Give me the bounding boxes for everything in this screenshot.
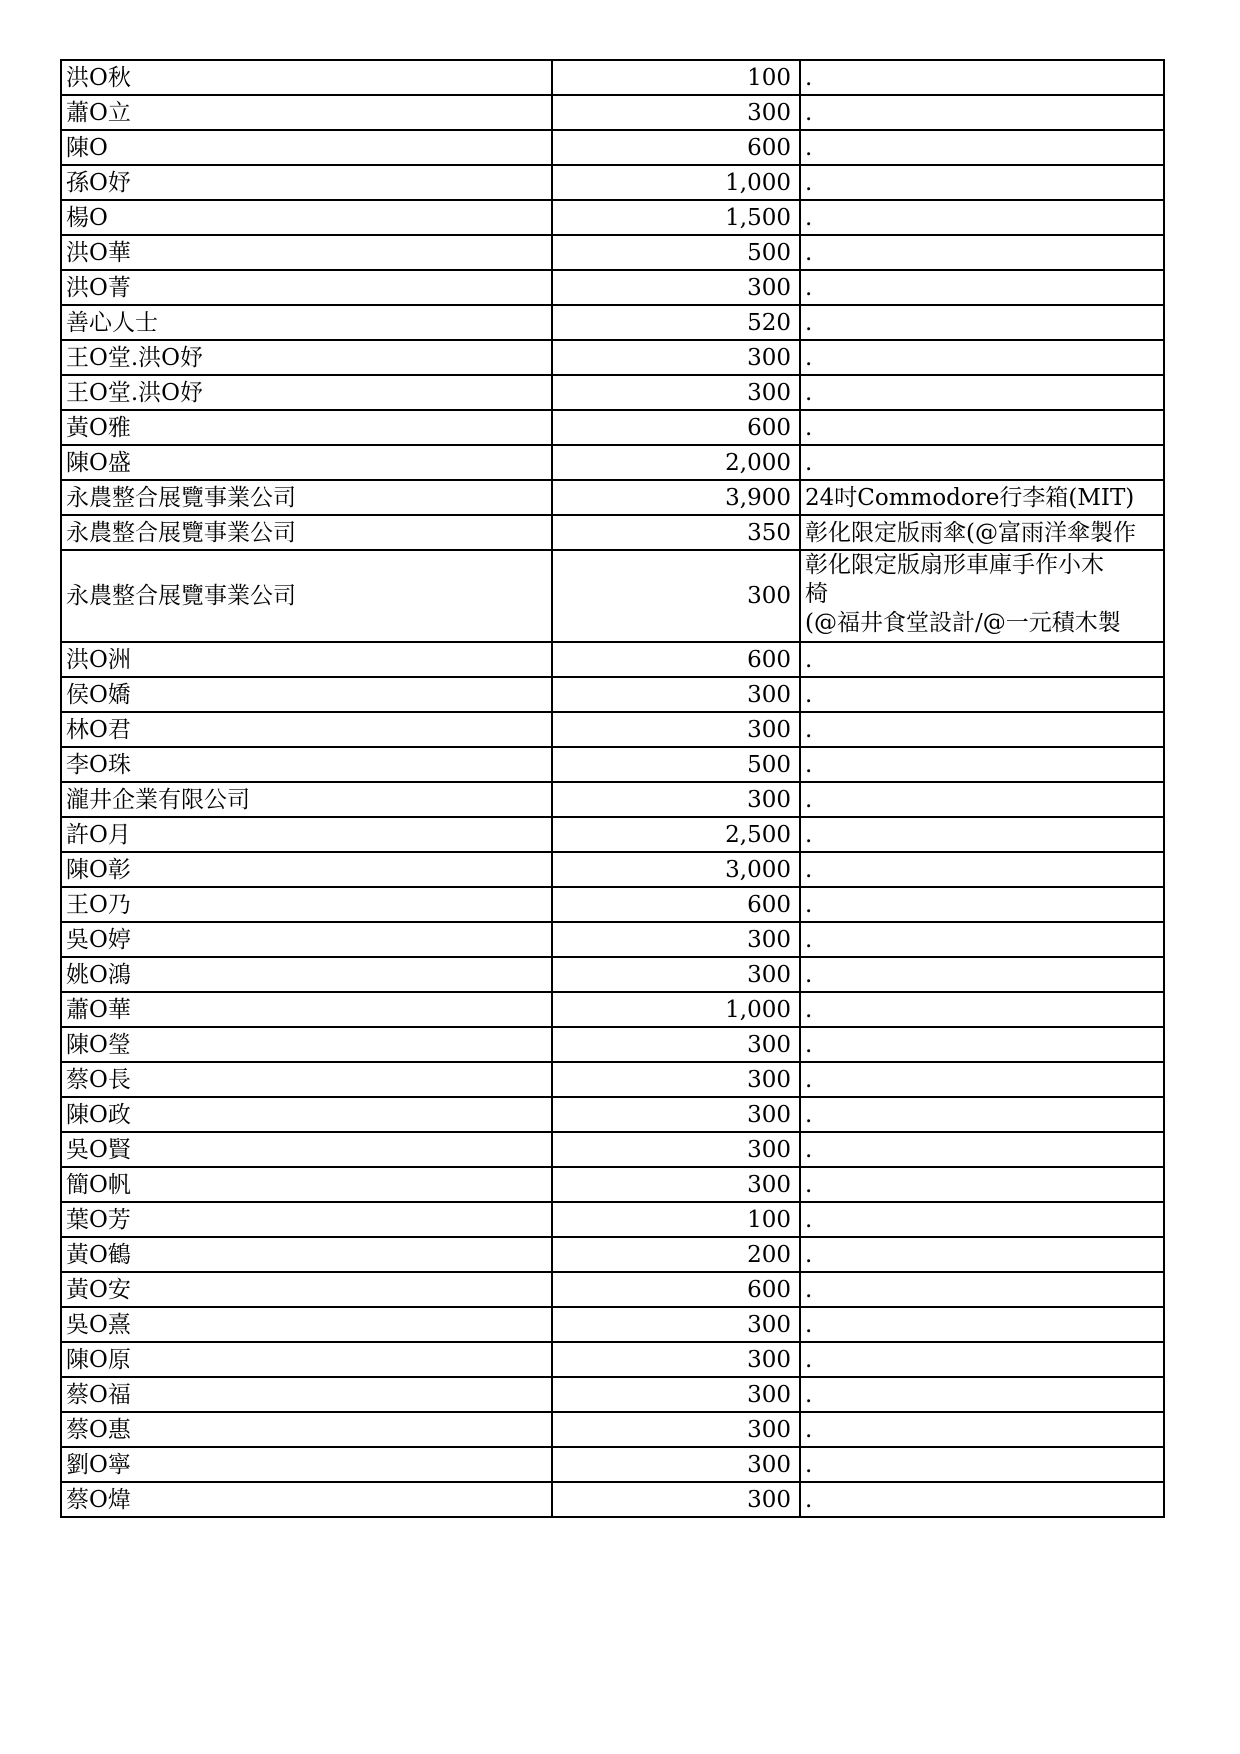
amount-cell: 520: [552, 305, 800, 340]
note-cell: .: [800, 410, 1164, 445]
table-row: [61, 852, 1164, 887]
donor-name-cell: 吳O賢: [61, 1132, 552, 1167]
donor-name-cell: 陳O盛: [61, 445, 552, 480]
amount-cell: 600: [552, 642, 800, 677]
donor-name-cell: 陳O: [61, 130, 552, 165]
amount-cell: 1,000: [552, 992, 800, 1027]
note-cell: .: [800, 957, 1164, 992]
donor-name-cell: 蔡O煒: [61, 1482, 552, 1517]
table-row: [61, 410, 1164, 445]
table-row: [61, 642, 1164, 677]
donor-name-cell: 善心人士: [61, 305, 552, 340]
table-row: [61, 200, 1164, 235]
note-cell: .: [800, 445, 1164, 480]
table-row: [61, 1272, 1164, 1307]
amount-cell: 300: [552, 1342, 800, 1377]
table-row: [61, 1132, 1164, 1167]
note-cell: .: [800, 60, 1164, 95]
donor-name-cell: 李O珠: [61, 747, 552, 782]
note-cell: .: [800, 1447, 1164, 1482]
donor-name-cell: 許O月: [61, 817, 552, 852]
table-row: [61, 1062, 1164, 1097]
table-row: [61, 515, 1164, 550]
donor-name-cell: 葉O芳: [61, 1202, 552, 1237]
table-row: [61, 95, 1164, 130]
table-row: [61, 1482, 1164, 1517]
amount-cell: 300: [552, 1027, 800, 1062]
note-cell: .: [800, 747, 1164, 782]
table-row: [61, 922, 1164, 957]
donor-name-cell: 永農整合展覽事業公司: [61, 515, 552, 550]
note-cell: .: [800, 235, 1164, 270]
note-cell: .: [800, 1027, 1164, 1062]
note-cell: .: [800, 200, 1164, 235]
table-row: [61, 1342, 1164, 1377]
amount-cell: 500: [552, 747, 800, 782]
donor-name-cell: 蔡O惠: [61, 1412, 552, 1447]
donor-name-cell: 蕭O華: [61, 992, 552, 1027]
table-row: [61, 817, 1164, 852]
note-cell: 彰化限定版扇形車庫手作小木 椅 (@福井食堂設計/@一元積木製: [800, 550, 1164, 642]
table-row: [61, 1097, 1164, 1132]
note-cell: .: [800, 340, 1164, 375]
amount-cell: 600: [552, 410, 800, 445]
table-row: [61, 165, 1164, 200]
amount-cell: 300: [552, 782, 800, 817]
amount-cell: 2,500: [552, 817, 800, 852]
donor-name-cell: 洪O菁: [61, 270, 552, 305]
donation-table-body: [61, 60, 1164, 1517]
table-row: [61, 1167, 1164, 1202]
table-row: [61, 712, 1164, 747]
donor-name-cell: 孫O妤: [61, 165, 552, 200]
table-row: [61, 130, 1164, 165]
amount-cell: 300: [552, 340, 800, 375]
amount-cell: 300: [552, 375, 800, 410]
note-cell: .: [800, 992, 1164, 1027]
note-cell: .: [800, 852, 1164, 887]
note-cell: .: [800, 1097, 1164, 1132]
table-row: [61, 305, 1164, 340]
table-row: [61, 235, 1164, 270]
note-cell: .: [800, 1062, 1164, 1097]
amount-cell: 600: [552, 130, 800, 165]
donor-name-cell: 姚O鴻: [61, 957, 552, 992]
note-cell: .: [800, 887, 1164, 922]
table-row: [61, 1237, 1164, 1272]
note-cell: .: [800, 1412, 1164, 1447]
donor-name-cell: 吳O婷: [61, 922, 552, 957]
donor-name-cell: 簡O帆: [61, 1167, 552, 1202]
amount-cell: 300: [552, 550, 800, 642]
amount-cell: 300: [552, 1447, 800, 1482]
donation-table: [60, 59, 1165, 1518]
amount-cell: 1,500: [552, 200, 800, 235]
amount-cell: 3,000: [552, 852, 800, 887]
note-cell: .: [800, 1377, 1164, 1412]
amount-cell: 300: [552, 922, 800, 957]
table-row: [61, 1307, 1164, 1342]
amount-cell: 2,000: [552, 445, 800, 480]
note-cell: .: [800, 165, 1164, 200]
amount-cell: 300: [552, 1132, 800, 1167]
donor-name-cell: 蔡O福: [61, 1377, 552, 1412]
donor-name-cell: 黃O鶴: [61, 1237, 552, 1272]
donor-name-cell: 王O乃: [61, 887, 552, 922]
amount-cell: 350: [552, 515, 800, 550]
note-cell: .: [800, 130, 1164, 165]
note-cell: .: [800, 782, 1164, 817]
donor-name-cell: 永農整合展覽事業公司: [61, 480, 552, 515]
note-cell: 彰化限定版雨傘(@富雨洋傘製作: [800, 515, 1164, 550]
table-row: [61, 340, 1164, 375]
amount-cell: 300: [552, 1307, 800, 1342]
note-cell: .: [800, 1132, 1164, 1167]
amount-cell: 100: [552, 60, 800, 95]
table-row: [61, 60, 1164, 95]
amount-cell: 300: [552, 712, 800, 747]
donor-name-cell: 吳O熹: [61, 1307, 552, 1342]
table-row: [61, 270, 1164, 305]
note-cell: 24吋Commodore行李箱(MIT): [800, 480, 1164, 515]
amount-cell: 300: [552, 1377, 800, 1412]
donor-name-cell: 林O君: [61, 712, 552, 747]
note-cell: .: [800, 95, 1164, 130]
amount-cell: 100: [552, 1202, 800, 1237]
donor-name-cell: 楊O: [61, 200, 552, 235]
amount-cell: 300: [552, 1482, 800, 1517]
amount-cell: 600: [552, 887, 800, 922]
table-row: [61, 480, 1164, 515]
note-cell: .: [800, 1307, 1164, 1342]
donor-name-cell: 侯O嬌: [61, 677, 552, 712]
table-row: [61, 1412, 1164, 1447]
note-cell: .: [800, 305, 1164, 340]
donor-name-cell: 陳O彰: [61, 852, 552, 887]
table-row: [61, 747, 1164, 782]
note-cell: .: [800, 1272, 1164, 1307]
table-row: [61, 782, 1164, 817]
donor-name-cell: 劉O寧: [61, 1447, 552, 1482]
note-cell: .: [800, 1342, 1164, 1377]
note-cell: .: [800, 1482, 1164, 1517]
table-row: [61, 957, 1164, 992]
note-cell: .: [800, 1167, 1164, 1202]
amount-cell: 600: [552, 1272, 800, 1307]
note-cell: .: [800, 922, 1164, 957]
note-cell: .: [800, 375, 1164, 410]
amount-cell: 300: [552, 1412, 800, 1447]
note-cell: .: [800, 1237, 1164, 1272]
note-cell: .: [800, 270, 1164, 305]
amount-cell: 300: [552, 957, 800, 992]
amount-cell: 300: [552, 1167, 800, 1202]
donor-name-cell: 王O堂.洪O妤: [61, 340, 552, 375]
donor-name-cell: 蔡O長: [61, 1062, 552, 1097]
amount-cell: 300: [552, 270, 800, 305]
amount-cell: 300: [552, 1062, 800, 1097]
amount-cell: 300: [552, 1097, 800, 1132]
table-row: [61, 677, 1164, 712]
donor-name-cell: 蕭O立: [61, 95, 552, 130]
amount-cell: 1,000: [552, 165, 800, 200]
table-row: [61, 1377, 1164, 1412]
table-row: [61, 1027, 1164, 1062]
amount-cell: 300: [552, 95, 800, 130]
note-cell: .: [800, 712, 1164, 747]
donor-name-cell: 洪O秋: [61, 60, 552, 95]
table-row: [61, 1202, 1164, 1237]
donor-name-cell: 陳O瑩: [61, 1027, 552, 1062]
donor-name-cell: 瀧井企業有限公司: [61, 782, 552, 817]
table-row: [61, 375, 1164, 410]
amount-cell: 500: [552, 235, 800, 270]
donor-name-cell: 黃O雅: [61, 410, 552, 445]
donor-name-cell: 黃O安: [61, 1272, 552, 1307]
donor-name-cell: 洪O華: [61, 235, 552, 270]
donor-name-cell: 永農整合展覽事業公司: [61, 550, 552, 642]
donor-name-cell: 洪O洲: [61, 642, 552, 677]
amount-cell: 300: [552, 677, 800, 712]
amount-cell: 200: [552, 1237, 800, 1272]
donor-name-cell: 王O堂.洪O妤: [61, 375, 552, 410]
table-row: [61, 445, 1164, 480]
note-cell: .: [800, 642, 1164, 677]
amount-cell: 3,900: [552, 480, 800, 515]
note-cell: .: [800, 677, 1164, 712]
donor-name-cell: 陳O原: [61, 1342, 552, 1377]
donor-name-cell: 陳O政: [61, 1097, 552, 1132]
table-row: [61, 992, 1164, 1027]
note-cell: .: [800, 1202, 1164, 1237]
table-row: [61, 550, 1164, 642]
table-row: [61, 887, 1164, 922]
note-cell: .: [800, 817, 1164, 852]
table-row: [61, 1447, 1164, 1482]
